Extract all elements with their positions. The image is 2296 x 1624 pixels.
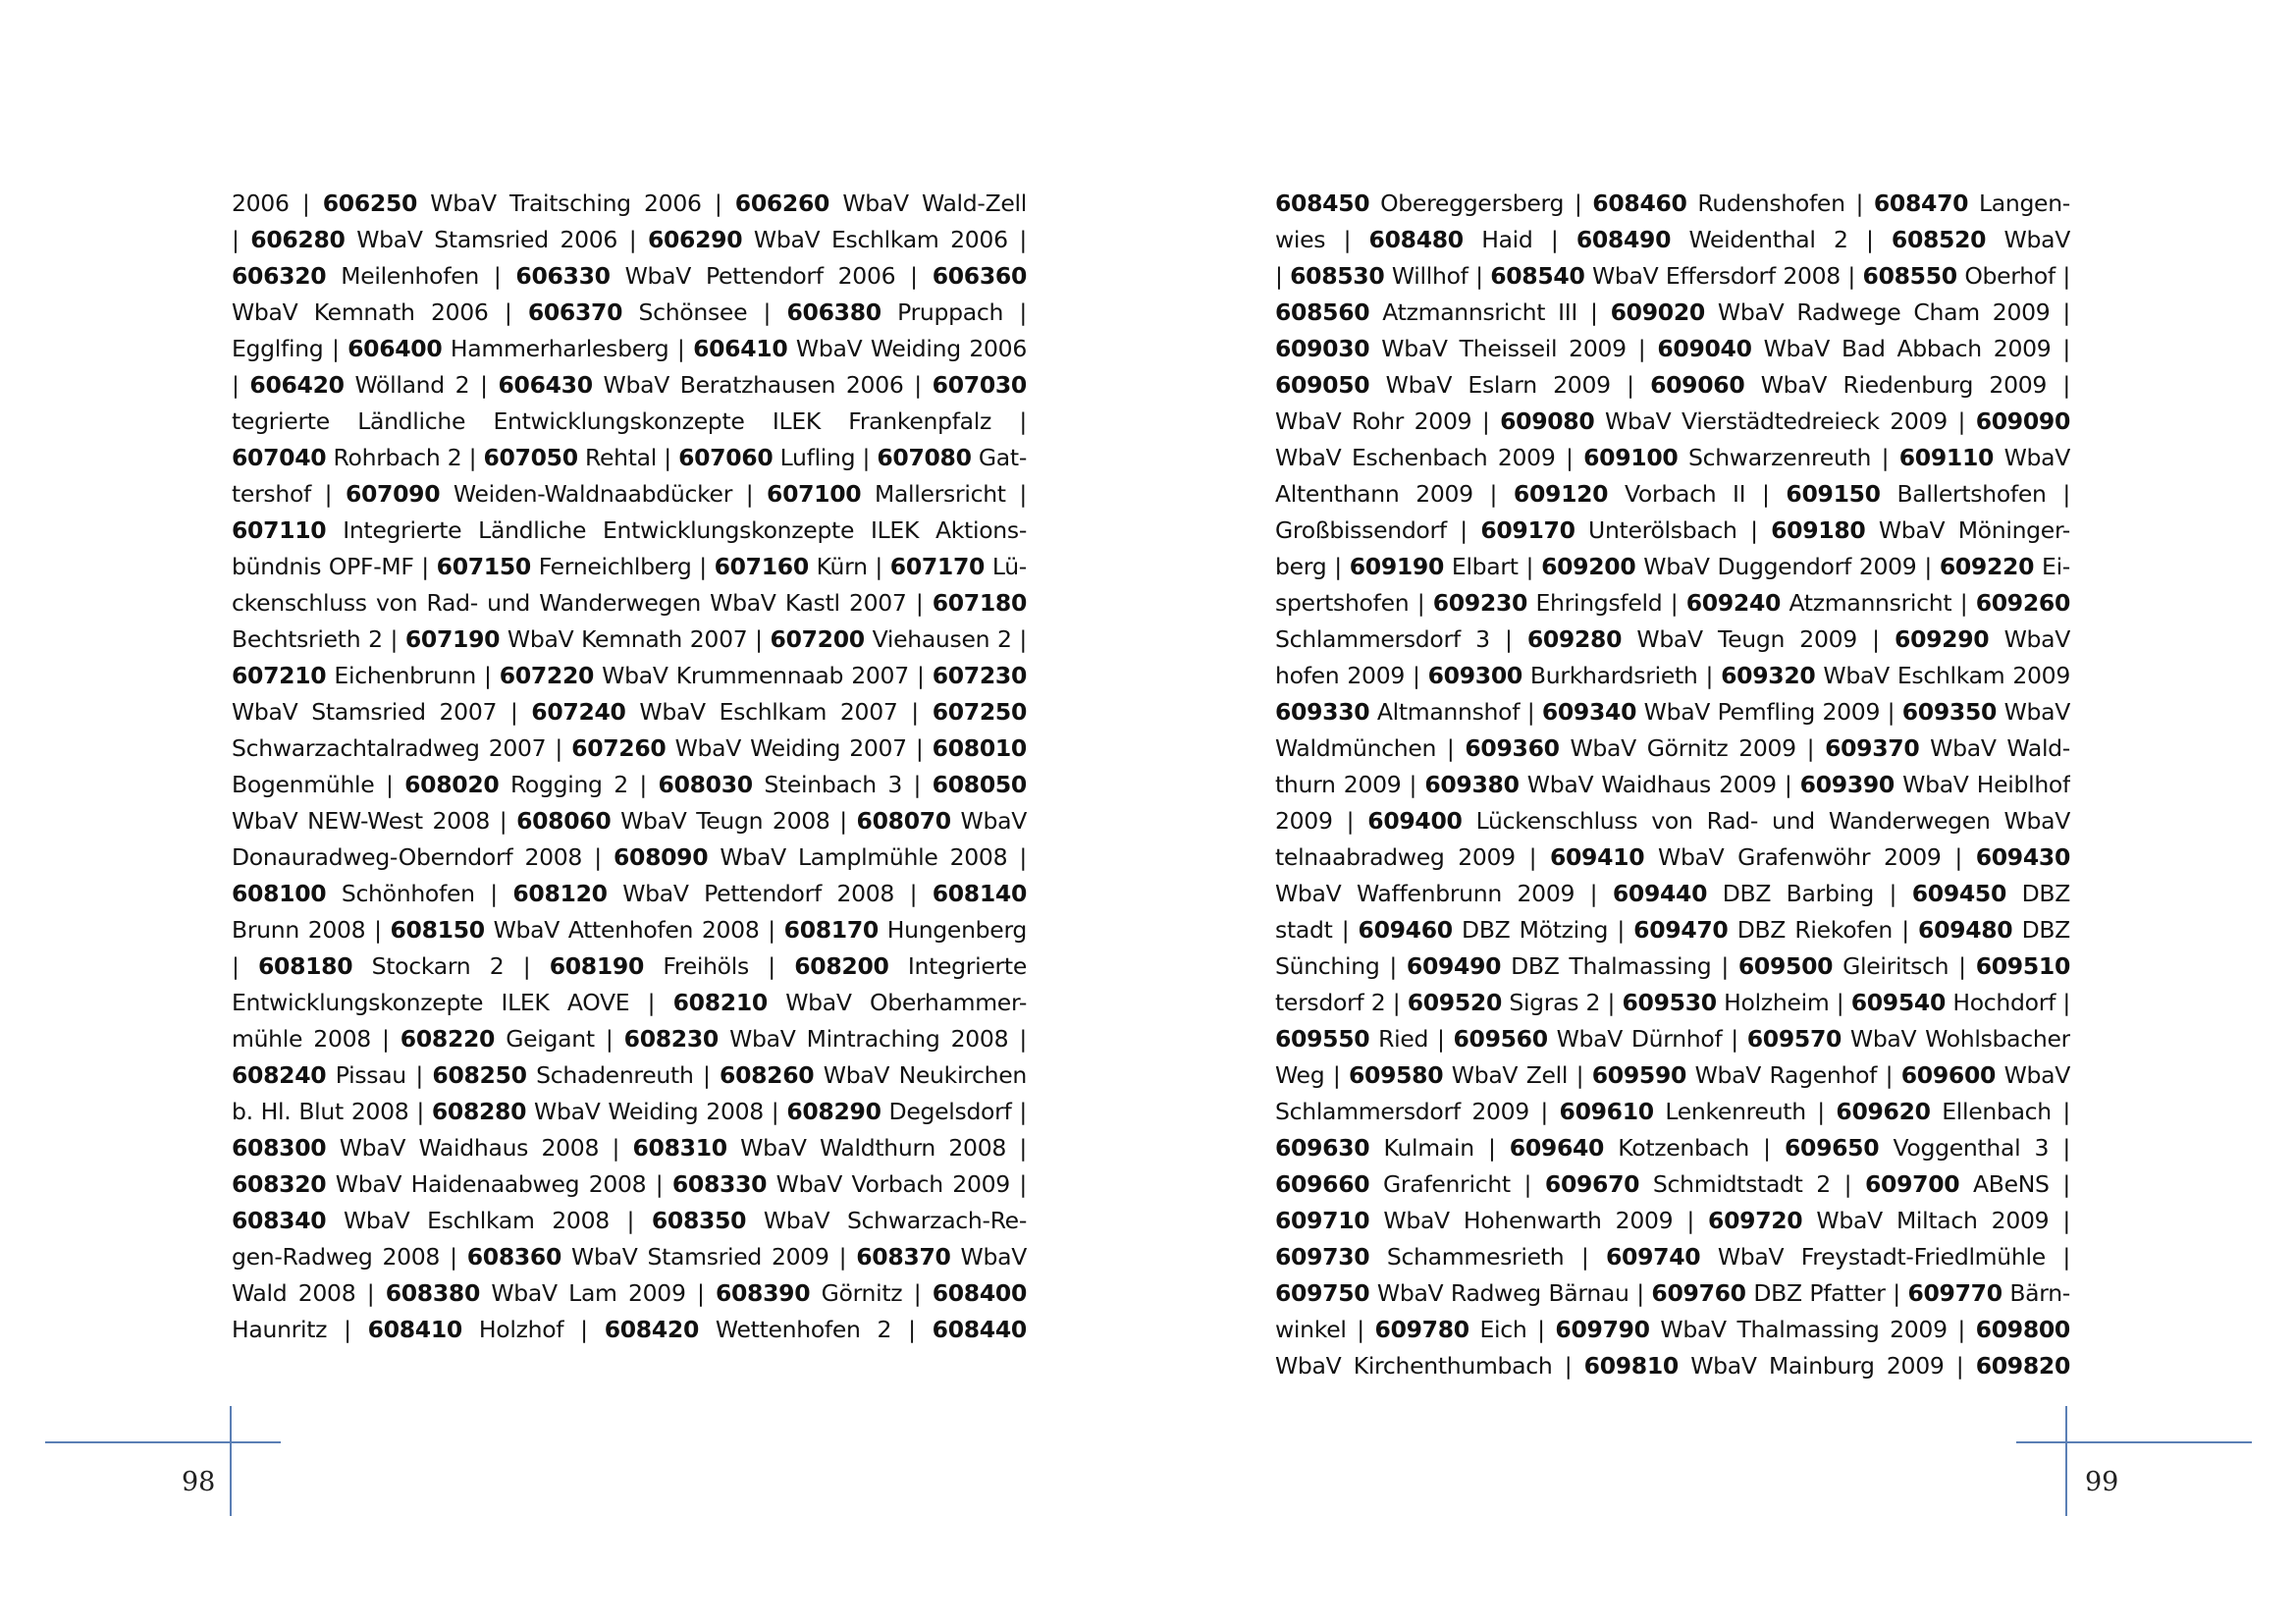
text-line: Schwarzachtalradweg 2007 | 607260 WbaV Weiding 2007 | 608010 <box>232 734 1027 762</box>
project-code: 609200 <box>1541 553 1636 580</box>
text-line: Schlammersdorf 2009 | 609610 Lenkenreuth | 609620 Ellenbach | <box>1275 1098 2070 1125</box>
project-code: 608520 <box>1891 226 1987 253</box>
project-code: 609450 <box>1911 880 2007 907</box>
project-code: 606330 <box>515 262 611 290</box>
project-code: 609440 <box>1612 880 1708 907</box>
left-page-text-column <box>232 186 1027 1348</box>
project-code: 607230 <box>932 662 1027 689</box>
project-code: 609730 <box>1275 1243 1370 1271</box>
project-code: 606280 <box>250 226 346 253</box>
project-code: 609390 <box>1799 771 1895 798</box>
project-code: 609350 <box>1901 698 1998 726</box>
project-code: 609460 <box>1358 916 1453 944</box>
project-code: 608490 <box>1575 226 1672 253</box>
project-code: 608360 <box>466 1243 562 1271</box>
project-code: 609150 <box>1786 480 1881 508</box>
project-code: 608330 <box>671 1170 768 1198</box>
project-code: 608290 <box>786 1098 881 1125</box>
project-code: 606250 <box>322 189 418 217</box>
text-line: 608320 WbaV Haidenaabweg 2008 | 608330 WbaV Vorbach 2009 | <box>232 1170 1027 1198</box>
text-line: 608300 WbaV Waidhaus 2008 | 608310 WbaV Waldthurn 2008 | <box>232 1134 1027 1162</box>
text-line: WbaV Kirchenthumbach | 609810 WbaV Mainburg 2009 | 609820 <box>1275 1352 2070 1380</box>
text-line: winkel | 609780 Eich | 609790 WbaV Thalmassing 2009 | 609800 <box>1275 1316 2070 1343</box>
project-code: 606400 <box>347 335 443 362</box>
project-code: 606320 <box>232 262 327 290</box>
project-code: 609230 <box>1432 589 1528 617</box>
project-code: 608060 <box>516 807 612 835</box>
text-line: Wald 2008 | 608380 WbaV Lam 2009 | 608390 Görnitz | 608400 <box>232 1279 1027 1307</box>
project-code: 609050 <box>1275 371 1370 399</box>
text-line: | 606420 Wölland 2 | 606430 WbaV Beratzhausen 2006 | 607030 <box>232 371 1027 399</box>
right-crop-mark-vertical <box>2065 1406 2067 1516</box>
text-line: b. Hl. Blut 2008 | 608280 WbaV Weiding 2008 | 608290 Degelsdorf | <box>232 1098 1027 1125</box>
text-line: 609330 Altmannshof | 609340 WbaV Pemfling 2009 | 609350 WbaV <box>1275 698 2070 726</box>
text-line: 609550 Ried | 609560 WbaV Dürnhof | 609570 WbaV Wohlsbacher <box>1275 1025 2070 1053</box>
project-code: 608170 <box>783 916 879 944</box>
project-code: 609760 <box>1651 1279 1746 1307</box>
project-code: 609800 <box>1975 1316 2070 1343</box>
project-code: 609530 <box>1622 989 1717 1016</box>
project-code: 608220 <box>400 1025 496 1053</box>
project-code: 609040 <box>1657 335 1752 362</box>
text-line: mühle 2008 | 608220 Geigant | 608230 WbaV Mintraching 2008 | <box>232 1025 1027 1053</box>
project-code: 608200 <box>794 952 889 980</box>
project-code: 609330 <box>1275 698 1370 726</box>
project-code: 608350 <box>651 1207 747 1234</box>
project-code: 609630 <box>1275 1134 1370 1162</box>
text-line: 609630 Kulmain | 609640 Kotzenbach | 609650 Voggenthal 3 | <box>1275 1134 2070 1162</box>
text-line: Bechtsrieth 2 | 607190 WbaV Kemnath 2007 | 607200 Viehausen 2 | <box>232 625 1027 653</box>
project-code: 608090 <box>613 843 709 871</box>
project-code: 609080 <box>1500 407 1595 435</box>
text-line: Altenthann 2009 | 609120 Vorbach II | 609150 Ballertshofen | <box>1275 480 2070 508</box>
project-code: 609370 <box>1825 734 1920 762</box>
project-code: 606360 <box>932 262 1027 290</box>
text-line: | 608530 Willhof | 608540 WbaV Effersdorf 2008 | 608550 Oberhof | <box>1275 262 2070 290</box>
text-line: Egglfing | 606400 Hammerharlesberg | 606410 WbaV Weiding 2006 <box>232 335 1027 362</box>
project-code: 608230 <box>623 1025 719 1053</box>
text-line: 608450 Obereggersberg | 608460 Rudenshofen | 608470 Langen- <box>1275 189 2070 217</box>
project-code: 609190 <box>1349 553 1445 580</box>
text-line: 607110 Integrierte Ländliche Entwicklungskonzepte ILEK Aktions- <box>232 516 1027 544</box>
project-code: 609560 <box>1453 1025 1548 1053</box>
text-line: 609710 WbaV Hohenwarth 2009 | 609720 WbaV Miltach 2009 | <box>1275 1207 2070 1234</box>
project-code: 609180 <box>1771 516 1866 544</box>
project-code: 608540 <box>1490 262 1585 290</box>
project-code: 607200 <box>770 625 865 653</box>
project-code: 609580 <box>1348 1061 1444 1089</box>
project-code: 608550 <box>1862 262 1957 290</box>
project-code: 608420 <box>604 1316 700 1343</box>
text-line: Großbissendorf | 609170 Unterölsbach | 609180 WbaV Möninger- <box>1275 516 2070 544</box>
text-line: Waldmünchen | 609360 WbaV Görnitz 2009 | 609370 WbaV Wald- <box>1275 734 2070 762</box>
text-line: Brunn 2008 | 608150 WbaV Attenhofen 2008 | 608170 Hungenberg <box>232 916 1027 944</box>
project-code: 607040 <box>232 444 327 471</box>
project-code: 607150 <box>436 553 531 580</box>
project-code: 607180 <box>932 589 1027 617</box>
project-code: 609280 <box>1526 625 1623 653</box>
project-code: 608180 <box>257 952 353 980</box>
project-code: 608530 <box>1290 262 1385 290</box>
project-code: 607210 <box>232 662 327 689</box>
right-crop-mark-horizontal <box>2016 1441 2252 1443</box>
project-code: 606290 <box>647 226 743 253</box>
text-line: spertshofen | 609230 Ehringsfeld | 609240 Atzmannsricht | 609260 <box>1275 589 2070 617</box>
project-code: 608320 <box>232 1170 327 1198</box>
project-code: 608300 <box>232 1134 327 1162</box>
project-code: 608070 <box>856 807 951 835</box>
project-code: 609660 <box>1275 1170 1370 1198</box>
project-code: 607110 <box>232 516 327 544</box>
text-line: 608100 Schönhofen | 608120 WbaV Pettendorf 2008 | 608140 <box>232 880 1027 907</box>
text-line: gen-Radweg 2008 | 608360 WbaV Stamsried 2009 | 608370 WbaV <box>232 1243 1027 1271</box>
project-code: 607060 <box>678 444 774 471</box>
project-code: 609600 <box>1900 1061 1997 1089</box>
project-code: 608150 <box>390 916 485 944</box>
text-line: Schlammersdorf 3 | 609280 WbaV Teugn 2009 | 609290 WbaV <box>1275 625 2070 653</box>
project-code: 609510 <box>1975 952 2070 980</box>
project-code: 609610 <box>1559 1098 1654 1125</box>
text-line: WbaV Waffenbrunn 2009 | 609440 DBZ Barbing | 609450 DBZ <box>1275 880 2070 907</box>
project-code: 609790 <box>1555 1316 1650 1343</box>
text-line: 609730 Schammesrieth | 609740 WbaV Freystadt-Friedlmühle | <box>1275 1243 2070 1271</box>
text-line: 608240 Pissau | 608250 Schadenreuth | 608260 WbaV Neukirchen <box>232 1061 1027 1089</box>
text-line: 607210 Eichenbrunn | 607220 WbaV Krummennaab 2007 | 607230 <box>232 662 1027 689</box>
text-line: 608560 Atzmannsricht III | 609020 WbaV Radwege Cham 2009 | <box>1275 298 2070 326</box>
project-code: 609380 <box>1424 771 1520 798</box>
text-line: WbaV Rohr 2009 | 609080 WbaV Vierstädtedreieck 2009 | 609090 <box>1275 407 2070 435</box>
project-code: 609090 <box>1975 407 2070 435</box>
project-code: 609030 <box>1275 335 1370 362</box>
text-line: WbaV Stamsried 2007 | 607240 WbaV Eschlkam 2007 | 607250 <box>232 698 1027 726</box>
project-code: 609720 <box>1708 1207 1803 1234</box>
project-code: 606420 <box>249 371 345 399</box>
text-line: hofen 2009 | 609300 Burkhardsrieth | 609320 WbaV Eschlkam 2009 <box>1275 662 2070 689</box>
project-code: 609750 <box>1275 1279 1370 1307</box>
project-code: 608210 <box>672 989 768 1016</box>
text-line: telnaabradweg 2009 | 609410 WbaV Grafenwöhr 2009 | 609430 <box>1275 843 2070 871</box>
project-code: 609640 <box>1509 1134 1605 1162</box>
project-code: 608260 <box>720 1061 815 1089</box>
project-code: 608400 <box>932 1279 1027 1307</box>
project-code: 609260 <box>1975 589 2070 617</box>
project-code: 609300 <box>1427 662 1522 689</box>
project-code: 607100 <box>767 480 862 508</box>
project-code: 609670 <box>1544 1170 1640 1198</box>
text-line: 608340 WbaV Eschlkam 2008 | 608350 WbaV Schwarzach-Re- <box>232 1207 1027 1234</box>
project-code: 607220 <box>499 662 595 689</box>
project-code: 607080 <box>877 444 972 471</box>
project-code: 608100 <box>232 880 327 907</box>
project-code: 606370 <box>527 298 623 326</box>
right-page-number: 99 <box>2085 1467 2119 1497</box>
project-code: 609520 <box>1407 989 1502 1016</box>
text-line: Entwicklungskonzepte ILEK AOVE | 608210 WbaV Oberhammer- <box>232 989 1027 1016</box>
project-code: 609020 <box>1610 298 1705 326</box>
project-code: 608340 <box>232 1207 327 1234</box>
project-code: 609060 <box>1650 371 1745 399</box>
project-code: 609700 <box>1865 1170 1960 1198</box>
project-code: 609490 <box>1406 952 1502 980</box>
project-code: 609550 <box>1275 1025 1370 1053</box>
project-code: 608370 <box>856 1243 951 1271</box>
text-line: ckenschluss von Rad- und Wanderwegen WbaV Kastl 2007 | 607180 <box>232 589 1027 617</box>
project-code: 609480 <box>1918 916 2013 944</box>
project-code: 608380 <box>385 1279 480 1307</box>
project-code: 607050 <box>483 444 578 471</box>
project-code: 606410 <box>693 335 788 362</box>
text-line: stadt | 609460 DBZ Mötzing | 609470 DBZ Riekofen | 609480 DBZ <box>1275 916 2070 944</box>
project-code: 609810 <box>1583 1352 1679 1380</box>
project-code: 606260 <box>734 189 830 217</box>
text-line: Sünching | 609490 DBZ Thalmassing | 609500 Gleiritsch | 609510 <box>1275 952 2070 980</box>
text-line: tersdorf 2 | 609520 Sigras 2 | 609530 Holzheim | 609540 Hochdorf | <box>1275 989 2070 1016</box>
project-code: 607170 <box>889 553 986 580</box>
text-line: tegrierte Ländliche Entwicklungskonzepte ILEK Frankenpfalz | <box>232 407 1027 435</box>
text-line: WbaV Kemnath 2006 | 606370 Schönsee | 606380 Pruppach | <box>232 298 1027 326</box>
project-code: 609780 <box>1374 1316 1469 1343</box>
project-code: 609570 <box>1746 1025 1842 1053</box>
text-line: WbaV NEW-West 2008 | 608060 WbaV Teugn 2008 | 608070 WbaV <box>232 807 1027 835</box>
left-page-number: 98 <box>182 1467 216 1497</box>
text-line: berg | 609190 Elbart | 609200 WbaV Duggendorf 2009 | 609220 Ei- <box>1275 553 2070 580</box>
left-crop-mark-horizontal <box>45 1441 281 1443</box>
text-line: wies | 608480 Haid | 608490 Weidenthal 2 | 608520 WbaV <box>1275 226 2070 253</box>
project-code: 609220 <box>1939 553 2035 580</box>
project-code: 609470 <box>1633 916 1729 944</box>
text-line: 609660 Grafenricht | 609670 Schmidtstadt 2 | 609700 ABeNS | <box>1275 1170 2070 1198</box>
project-code: 608120 <box>512 880 608 907</box>
project-code: 607090 <box>345 480 441 508</box>
project-code: 609340 <box>1541 698 1637 726</box>
project-code: 607240 <box>531 698 626 726</box>
text-line: Haunritz | 608410 Holzhof | 608420 Wettenhofen 2 | 608440 <box>232 1316 1027 1343</box>
project-code: 609500 <box>1737 952 1834 980</box>
project-code: 609820 <box>1975 1352 2070 1380</box>
project-code: 608030 <box>658 771 753 798</box>
project-code: 609240 <box>1685 589 1782 617</box>
project-code: 608010 <box>932 734 1027 762</box>
text-line: WbaV Eschenbach 2009 | 609100 Schwarzenreuth | 609110 WbaV <box>1275 444 2070 471</box>
text-line: thurn 2009 | 609380 WbaV Waidhaus 2009 | 609390 WbaV Heiblhof <box>1275 771 2070 798</box>
project-code: 609410 <box>1549 843 1645 871</box>
project-code: 608050 <box>932 771 1027 798</box>
project-code: 607160 <box>714 553 809 580</box>
project-code: 609360 <box>1465 734 1560 762</box>
project-code: 608450 <box>1275 189 1370 217</box>
project-code: 607250 <box>932 698 1027 726</box>
project-code: 608310 <box>632 1134 727 1162</box>
project-code: 609650 <box>1784 1134 1880 1162</box>
project-code: 608560 <box>1275 298 1370 326</box>
text-line: | 606280 WbaV Stamsried 2006 | 606290 WbaV Eschlkam 2006 | <box>232 226 1027 253</box>
project-code: 609620 <box>1836 1098 1931 1125</box>
text-line: 609050 WbaV Eslarn 2009 | 609060 WbaV Riedenburg 2009 | <box>1275 371 2070 399</box>
text-line: 2009 | 609400 Lückenschluss von Rad- und Wanderwegen WbaV <box>1275 807 2070 835</box>
text-line: Bogenmühle | 608020 Rogging 2 | 608030 Steinbach 3 | 608050 <box>232 771 1027 798</box>
project-code: 608190 <box>549 952 644 980</box>
text-line: tershof | 607090 Weiden-Waldnaabdücker | 607100 Mallersricht | <box>232 480 1027 508</box>
project-code: 609590 <box>1591 1061 1687 1089</box>
text-line: bündnis OPF-MF | 607150 Ferneichlberg | 607160 Kürn | 607170 Lü- <box>232 553 1027 580</box>
project-code: 608470 <box>1873 189 1969 217</box>
project-code: 606430 <box>498 371 593 399</box>
text-line: 606320 Meilenhofen | 606330 WbaV Pettendorf 2006 | 606360 <box>232 262 1027 290</box>
project-code: 608460 <box>1592 189 1687 217</box>
project-code: 609110 <box>1898 444 1995 471</box>
project-code: 609120 <box>1513 480 1609 508</box>
project-code: 609430 <box>1975 843 2070 871</box>
project-code: 606380 <box>786 298 881 326</box>
project-code: 608390 <box>715 1279 811 1307</box>
left-crop-mark-vertical <box>230 1406 232 1516</box>
project-code: 609740 <box>1606 1243 1701 1271</box>
project-code: 609170 <box>1480 516 1575 544</box>
project-code: 608280 <box>431 1098 527 1125</box>
project-code: 608140 <box>932 880 1027 907</box>
project-code: 608480 <box>1368 226 1464 253</box>
text-line: 609030 WbaV Theisseil 2009 | 609040 WbaV Bad Abbach 2009 | <box>1275 335 2070 362</box>
project-code: 607260 <box>571 734 667 762</box>
project-code: 609100 <box>1583 444 1679 471</box>
project-code: 609290 <box>1895 625 1990 653</box>
text-line: 609750 WbaV Radweg Bärnau | 609760 DBZ Pfatter | 609770 Bärn- <box>1275 1279 2070 1307</box>
project-code: 609770 <box>1907 1279 2002 1307</box>
project-code: 607190 <box>404 625 501 653</box>
right-page-text-column <box>1275 186 2070 1384</box>
project-code: 609400 <box>1367 807 1463 835</box>
text-line: | 608180 Stockarn 2 | 608190 Freihöls | 608200 Integrierte <box>232 952 1027 980</box>
project-code: 608240 <box>232 1061 327 1089</box>
project-code: 607030 <box>932 371 1027 399</box>
project-code: 608250 <box>432 1061 527 1089</box>
project-code: 608020 <box>404 771 500 798</box>
project-code: 608410 <box>367 1316 462 1343</box>
project-code: 609540 <box>1850 989 1947 1016</box>
project-code: 609710 <box>1275 1207 1370 1234</box>
project-code: 609320 <box>1721 662 1816 689</box>
project-code: 608440 <box>932 1316 1027 1343</box>
text-line: Donauradweg-Oberndorf 2008 | 608090 WbaV Lamplmühle 2008 | <box>232 843 1027 871</box>
text-line: 607040 Rohrbach 2 | 607050 Rehtal | 607060 Lufling | 607080 Gat- <box>232 444 1027 471</box>
text-line: Weg | 609580 WbaV Zell | 609590 WbaV Ragenhof | 609600 WbaV <box>1275 1061 2070 1089</box>
text-line: 2006 | 606250 WbaV Traitsching 2006 | 606260 WbaV Wald-Zell <box>232 189 1027 217</box>
